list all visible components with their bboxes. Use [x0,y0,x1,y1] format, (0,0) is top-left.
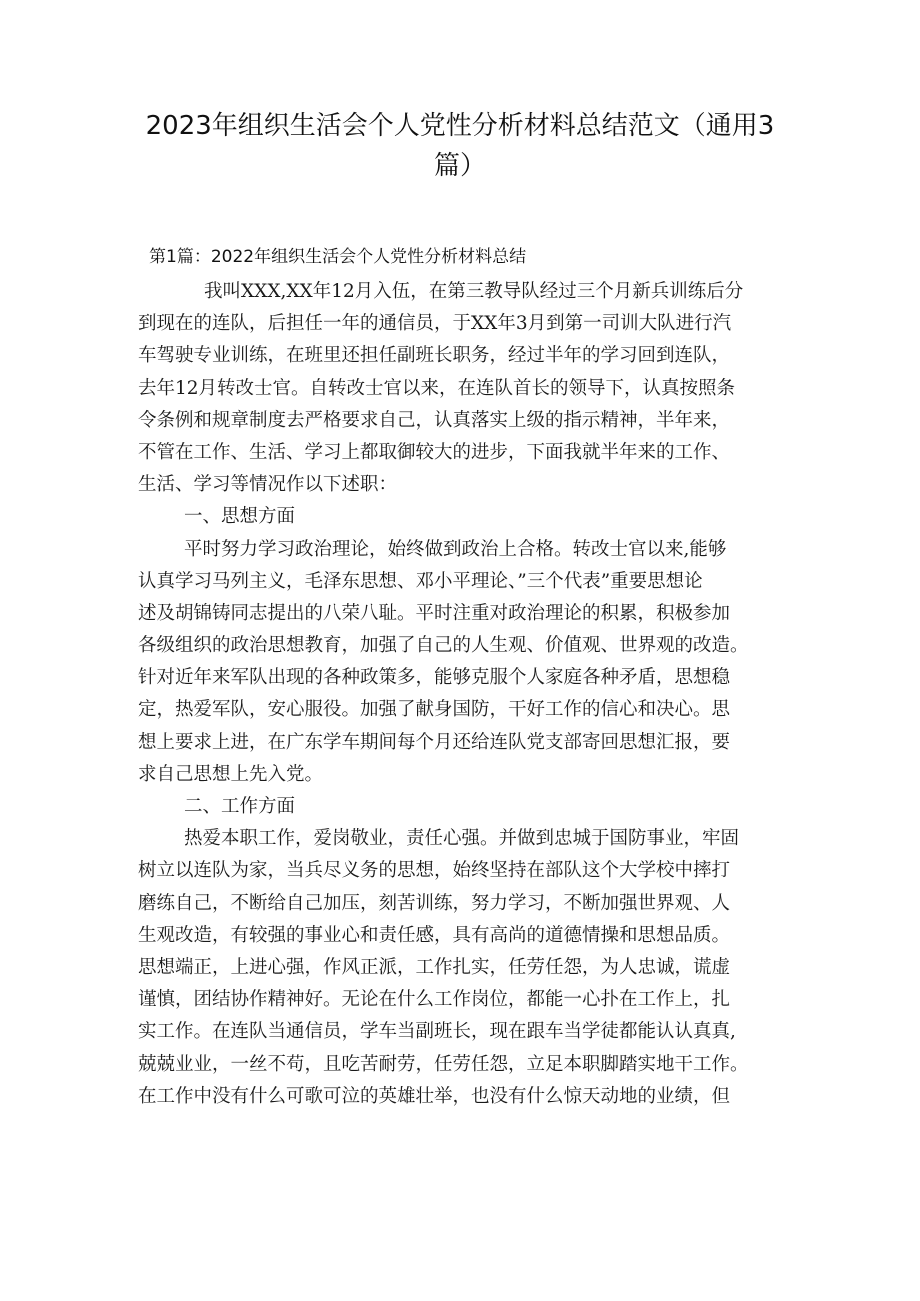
document-title [140,106,780,186]
body-line: 我叫XXX,XX年12月入伍，在第三教导队经过三个月新兵训练后分 [204,281,744,302]
body-line: 定，热爱军队，安心服役。加强了献身国防，干好工作的信心和决心。思 [138,699,731,721]
body-line: 针对近年来军队出现的各种政策多，能够克服个人家庭各种矛盾，思想稳 [138,667,731,689]
body-line: 思想端正，上进心强，作风正派，工作扎实，任劳任怨，为人忠诚，谎虚 [138,956,731,978]
body-line: 兢兢业业，一丝不苟，且吃苦耐劳，任劳任怨，立足本职脚踏实地干工作。 [138,1053,749,1075]
document-body [138,276,794,1113]
body-line: 求自己思想上先入党。 [138,763,324,785]
body-line: 到现在的连队，后担任一年的通信员，于XX年3月到第一司训大队进行汽 [138,313,732,335]
body-line: 去年12月转改士官。自转改士官以来，在连队首长的领导下，认真按照条 [138,377,736,399]
body-line: 车驾驶专业训练，在班里还担任副班长职务，经过半年的学习回到连队， [138,345,731,367]
section-heading-thought: 一、思想方面 [184,506,296,528]
body-line: 磨练自己，不断给自己加压，刻苦训练，努力学习，不断加强世界观、人 [138,892,731,914]
body-line: 不管在工作、生活、学习上都取御较大的进步，下面我就半年来的工作、 [138,441,731,463]
body-line: 谨慎，团结协作精神好。无论在什么工作岗位，都能一心扑在工作上，扎 [138,989,731,1011]
body-line: 认真学习马列主义，毛泽东思想、邓小平理论、”三个代表”重要思想论 [138,570,703,592]
section-heading-work: 二、工作方面 [184,796,296,817]
section-heading: 第1篇：2022年组织生活会个人党性分析材料总结 [149,247,527,267]
body-line: 实工作。在连队当通信员，学车当副班长，现在跟车当学徒都能认认真真, [138,1021,736,1043]
body-line: 述及胡锦铸同志提出的八荣八耻。平时注重对政治理论的积累，积极参加 [138,602,731,624]
body-line: 生观改造，有较强的事业心和责任感，具有高尚的道德情操和思想品质。 [138,924,731,946]
body-line: 树立以连队为家，当兵尽义务的思想，始终坚持在部队这个大学校中摔打 [138,860,731,882]
body-line: 想上要求上进，在广东学车期间每个月还给连队党支部寄回思想汇报，要 [138,731,731,753]
body-line: 令条例和规章制度去严格要求自己，认真落实上级的指示精神，半年来， [138,409,731,431]
title-line-1: 2023年组织生活会个人党性分析材料总结范文（通用3 [145,111,775,141]
body-line: 在工作中没有什么可歌可泣的英雄壮举，也没有什么惊天动地的业绩，但 [138,1085,731,1107]
title-line-2: 篇） [433,151,486,181]
body-line: 平时努力学习政治理论，始终做到政治上合格。转改士官以来,能够 [184,538,727,560]
body-line: 生活、学习等情况作以下述职： [138,474,398,496]
body-line: 各级组织的政治思想教育，加强了自己的人生观、价值观、世界观的改造。 [138,635,749,657]
body-line: 热爱本职工作，爱岗敬业，责任心强。并做到忠城于国防事业，牢固 [184,828,740,850]
